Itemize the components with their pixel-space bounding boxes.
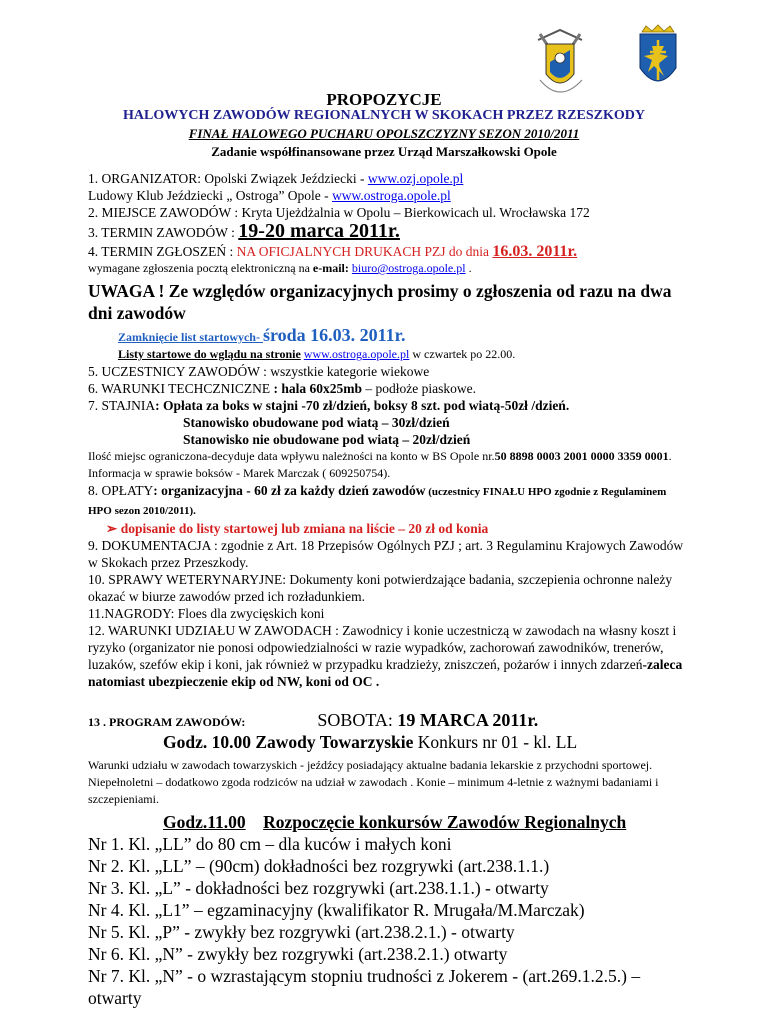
email-label: e-mail: bbox=[312, 261, 352, 275]
social-conditions: Warunki udziału w zawodach towarzyskich - jeźdźcy posiadający aktualne badania lekarskie z przychodni sportowej. Niepełnoletni – dodatkowo zgoda rodziców na udział w zawodach . Konie – minimum 4-letnie z ważnymi badaniami i szczepieniami. bbox=[88, 758, 659, 806]
regional-line bbox=[88, 811, 688, 833]
technical-label: 6. WARUNKI TECHCZNICZNE bbox=[88, 381, 274, 396]
stable-label: 7. STAJNIA bbox=[88, 398, 156, 413]
competition-item: Nr 1. Kl. „LL” do 80 cm – dla kuców i małych koni bbox=[88, 834, 452, 854]
dates-value: 19-20 marca 2011r. bbox=[238, 220, 400, 242]
stable-fee: : Opłata za boks w stajni -70 zł/dzień, boksy 8 szt. pod wiatą-50zł /dzień. bbox=[155, 398, 570, 413]
competitions-list bbox=[88, 833, 688, 1009]
start-lists-label: Listy startowe do wglądu na stronie bbox=[118, 347, 301, 361]
program-date: 19 MARCA 2011r. bbox=[397, 710, 539, 730]
bank-account: 50 8898 0003 2001 0000 3359 0001 bbox=[494, 449, 669, 463]
entries-red-text: NA OFICJALNYCH DRUKACH PZJ do dnia bbox=[236, 244, 493, 259]
email-end: . bbox=[465, 261, 472, 275]
entries-deadline: 16.03. 2011r. bbox=[492, 243, 578, 260]
prizes-line: 11.NAGRODY: Floes dla zwycięskich koni bbox=[88, 606, 325, 621]
conditions-line bbox=[88, 622, 688, 690]
program-label: 13 . PROGRAM ZAWODÓW: bbox=[88, 715, 246, 729]
document-body bbox=[88, 170, 688, 1009]
fees-note: (uczestnicy FINAŁU HPO zgodnie z Regulaminem HPO sezon 2010/2011). bbox=[88, 486, 667, 517]
social-title: Godz. 10.00 Zawody Towarzyskie bbox=[163, 732, 414, 752]
email-text: wymagane zgłoszenia pocztą elektroniczną na bbox=[88, 261, 313, 275]
venue-line: 2. MIEJSCE ZAWODÓW : Kryta Ujeżdżalnia w Opolu – Bierkowicach ul. Wrocławska 172 bbox=[88, 205, 590, 220]
competition-item: Nr 4. Kl. „L1” – egzaminacyjny (kwalifikator R. Mrugała/M.Marczak) bbox=[88, 900, 585, 920]
closing-line bbox=[88, 327, 688, 346]
places-end: . Informacja w sprawie boksów - Marek Marczak ( 609250754). bbox=[88, 449, 672, 480]
dates-line bbox=[88, 220, 688, 242]
program-day: SOBOTA: bbox=[317, 710, 398, 730]
program-line bbox=[88, 712, 688, 731]
fees-extra-line bbox=[88, 520, 688, 537]
email-link[interactable]: biuro@ostroga.opole.pl bbox=[351, 261, 466, 275]
club-label: Ludowy Klub Jeździecki „ Ostroga” Opole - bbox=[88, 188, 333, 203]
arrow-bullet-icon: ➢ bbox=[106, 521, 121, 536]
technical-hall: : hala 60x25mb bbox=[273, 381, 363, 396]
places-text: Ilość miejsc ograniczona-decyduje data wpływu należności na konto w BS Opole nr. bbox=[88, 449, 495, 463]
social-line bbox=[88, 731, 688, 753]
final-line: FINAŁ HALOWEGO PUCHARU OPOLSZCZYZNY SEZON 2010/2011 bbox=[188, 126, 580, 141]
fees-extra-text: dopisanie do listy startowej lub zmiana na liście – 20 zł od konia bbox=[120, 521, 489, 536]
ozj-link[interactable]: www.ozj.opole.pl bbox=[367, 171, 464, 186]
club-line bbox=[88, 187, 688, 204]
fees-value: : organizacyjna - 60 zł za każdy dzień zawodów bbox=[153, 483, 426, 498]
organizer-line bbox=[88, 170, 688, 187]
stable-line bbox=[88, 397, 688, 414]
organizer-label: 1. ORGANIZATOR: Opolski Związek Jeździecki - bbox=[88, 171, 368, 186]
closing-label: Zamknięcie list startowych- bbox=[118, 330, 263, 344]
email-line bbox=[88, 260, 688, 277]
start-lists-end: w czwartek po 22.00. bbox=[409, 347, 516, 361]
closing-value: środa 16.03. 2011r. bbox=[262, 325, 406, 345]
fees-label: 8. OPŁATY bbox=[88, 483, 154, 498]
dates-label: 3. TERMIN ZAWODÓW : bbox=[88, 225, 239, 240]
entries-label: 4. TERMIN ZGŁOSZEŃ : bbox=[88, 244, 237, 259]
stable-stand-covered: Stanowisko obudowane pod wiatą – 30zł/dzień bbox=[183, 415, 450, 430]
document-subtitle: HALOWYCH ZAWODÓW REGIONALNYCH W SKOKACH PRZEZ RZESZKODY bbox=[123, 108, 645, 123]
start-lists-link[interactable]: www.ostroga.opole.pl bbox=[303, 347, 410, 361]
technical-end: – podłoże piaskowe. bbox=[362, 381, 476, 396]
ostroga-link[interactable]: www.ostroga.opole.pl bbox=[332, 188, 451, 203]
entries-line bbox=[88, 243, 688, 260]
competition-item: Nr 5. Kl. „P” - zwykły bez rozgrywki (art.238.2.1.) - otwarty bbox=[88, 922, 515, 942]
regional-title: Rozpoczęcie konkursów Zawodów Regionalnych bbox=[263, 812, 627, 832]
uwaga-notice: UWAGA ! Ze względów organizacyjnych prosimy o zgłoszenia od razu na dwa dni zawodów bbox=[88, 281, 672, 323]
fees-line bbox=[88, 482, 688, 520]
club-crest-icon bbox=[538, 30, 582, 92]
start-lists-line bbox=[88, 346, 688, 363]
funding-line: Zadanie współfinansowane przez Urząd Marszałkowski Opole bbox=[211, 144, 557, 159]
regional-time: Godz.11.00 bbox=[163, 812, 246, 832]
conditions-insurance: -zaleca natomiast ubezpieczenie ekip od NW, koni od OC . bbox=[88, 657, 683, 689]
document-title: PROPOZYCJE bbox=[326, 90, 442, 109]
opole-coat-of-arms-icon bbox=[640, 25, 676, 81]
places-line bbox=[88, 448, 688, 482]
social-competition: Konkurs nr 01 - kl. LL bbox=[413, 732, 578, 752]
stable-stand-open: Stanowisko nie obudowane pod wiatą – 20zł/dzień bbox=[183, 432, 471, 447]
participants-line: 5. UCZESTNICY ZAWODÓW : wszystkie kategorie wiekowe bbox=[88, 364, 430, 379]
competition-item: Nr 6. Kl. „N” - zwykły bez rozgrywki (art.238.2.1.) otwarty bbox=[88, 944, 508, 964]
veterinary-line: 10. SPRAWY WETERYNARYJNE: Dokumenty koni potwierdzające badania, szczepienia ochronne należy okazać w biurze zawodów przed ich rozładunkiem. bbox=[88, 572, 673, 604]
conditions-text: 12. WARUNKI UDZIAŁU W ZAWODACH : Zawodnicy i konie uczestniczą w zawodach na własny koszt i ryzyko (organizator nie ponosi odpowiedzialności w razie wypadków, zachorowań zawodników, trenerów, luzaków, szefów ekip i koni, jak również w przypadku kradzieży, zniszczeń, pożarów i innych zdarzeń bbox=[88, 623, 677, 672]
competition-item: Nr 3. Kl. „L” - dokładności bez rozgrywki (art.238.1.1.) - otwarty bbox=[88, 878, 549, 898]
competition-item: Nr 2. Kl. „LL” – (90cm) dokładności bez rozgrywki (art.238.1.1.) bbox=[88, 856, 550, 876]
documentation-line: 9. DOKUMENTACJA : zgodnie z Art. 18 Przepisów Ogólnych PZJ ; art. 3 Regulaminu Krajowych Zawodów w Skokach przez Przeszkody. bbox=[88, 538, 684, 570]
competition-item: Nr 7. Kl. „N” - o wzrastającym stopniu trudności z Jokerem - (art.269.1.2.5.) – otwarty bbox=[88, 966, 641, 1008]
technical-line bbox=[88, 380, 688, 397]
